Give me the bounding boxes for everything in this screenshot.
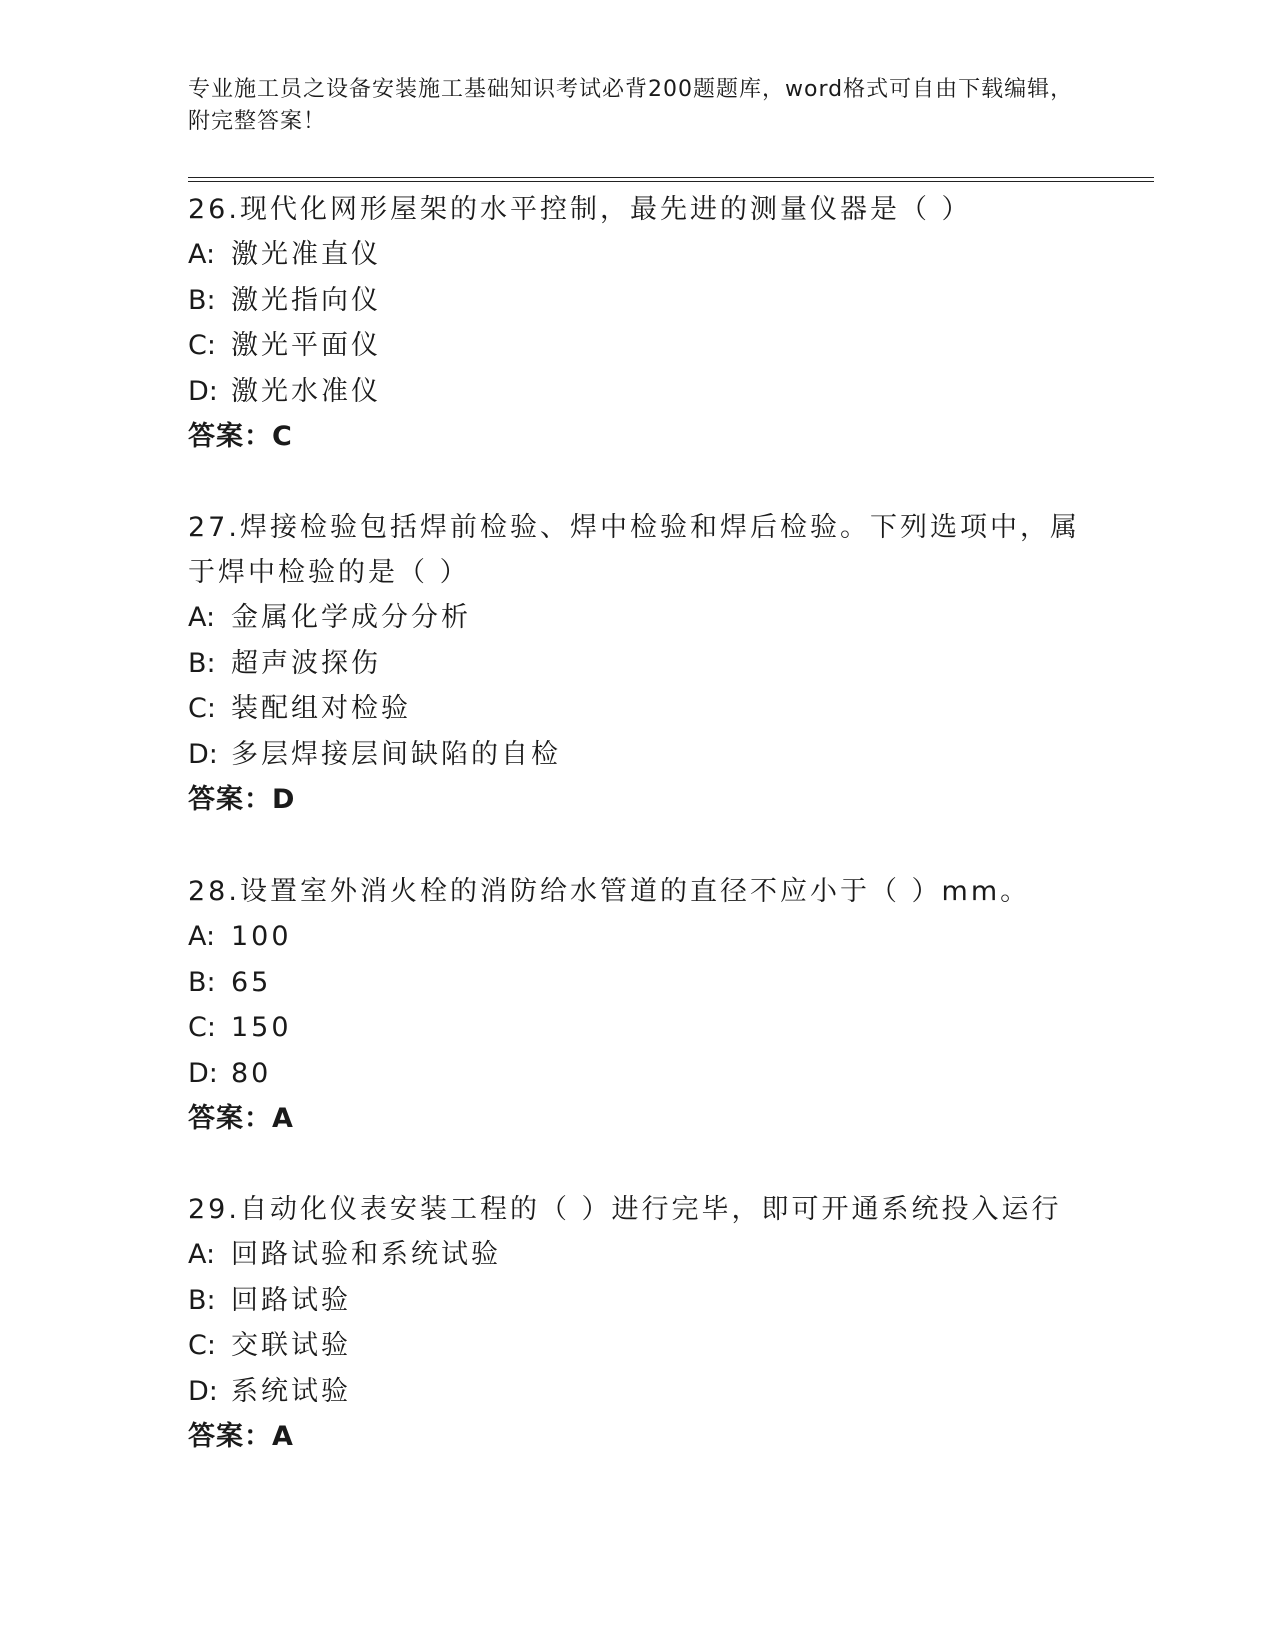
question-28 — [188, 869, 1088, 1142]
option-key: B: — [188, 284, 216, 316]
option-d — [188, 732, 1088, 778]
question-stem: 29.自动化仪表安装工程的（ ）进行完毕，即可开通系统投入运行 — [188, 1194, 1062, 1225]
option-key: A: — [188, 921, 216, 952]
option-c — [188, 323, 1088, 369]
option-d — [188, 369, 1088, 415]
question-stem: 26.现代化网形屋架的水平控制，最先进的测量仪器是（ ） — [188, 194, 972, 225]
option-key: D: — [188, 1057, 218, 1089]
option-text: 交联试验 — [231, 1330, 351, 1361]
option-a — [188, 914, 1088, 960]
option-text: 系统试验 — [231, 1375, 351, 1407]
option-c — [188, 1323, 1088, 1369]
option-text: 80 — [231, 1057, 272, 1089]
answer: 答案：C — [188, 421, 293, 452]
option-text: 回路试验 — [231, 1284, 351, 1316]
header-divider-bottom — [188, 181, 1154, 182]
option-key: D: — [188, 1375, 218, 1407]
option-key: D: — [188, 738, 218, 770]
option-b — [188, 960, 1088, 1006]
option-key: C: — [188, 693, 216, 724]
option-key: B: — [188, 1284, 216, 1316]
document-title: 专业施工员之设备安装施工基础知识考试必背200题题库，word格式可自由下载编辑，附完整答案！ — [188, 77, 1074, 134]
option-d — [188, 1051, 1088, 1097]
answer: 答案：A — [188, 1421, 294, 1452]
question-stem: 27.焊接检验包括焊前检验、焊中检验和焊后检验。下列选项中，属于焊中检验的是（ ） — [188, 512, 1080, 588]
option-key: C: — [188, 330, 216, 361]
question-stem: 28.设置室外消火栓的消防给水管道的直径不应小于（ ）mm。 — [188, 876, 1031, 907]
option-text: 激光平面仪 — [231, 330, 381, 361]
answer: 答案：A — [188, 1103, 294, 1134]
option-text: 回路试验和系统试验 — [231, 1239, 501, 1270]
option-key: B: — [188, 647, 216, 679]
question-29 — [188, 1187, 1088, 1460]
option-text: 金属化学成分分析 — [231, 602, 471, 633]
option-b — [188, 1278, 1088, 1324]
option-text: 激光指向仪 — [231, 284, 381, 316]
option-text: 激光准直仪 — [231, 239, 381, 270]
option-a — [188, 232, 1088, 278]
option-a — [188, 595, 1088, 641]
option-key: C: — [188, 1012, 216, 1043]
option-text: 150 — [231, 1012, 292, 1043]
option-text: 装配组对检验 — [231, 693, 411, 724]
option-text: 超声波探伤 — [231, 647, 381, 679]
option-text: 100 — [231, 921, 292, 952]
option-b — [188, 278, 1088, 324]
option-text: 多层焊接层间缺陷的自检 — [231, 738, 561, 770]
option-key: A: — [188, 239, 216, 270]
option-b — [188, 641, 1088, 687]
header-divider-top — [188, 177, 1154, 178]
question-27 — [188, 505, 1088, 823]
option-key: A: — [188, 1239, 216, 1270]
option-c — [188, 686, 1088, 732]
option-key: D: — [188, 375, 218, 407]
option-d — [188, 1369, 1088, 1415]
option-a — [188, 1232, 1088, 1278]
option-c — [188, 1005, 1088, 1051]
option-key: C: — [188, 1330, 216, 1361]
option-text: 65 — [231, 966, 272, 998]
answer: 答案：D — [188, 784, 296, 815]
question-26 — [188, 187, 1088, 460]
option-key: B: — [188, 966, 216, 998]
option-text: 激光水准仪 — [231, 375, 381, 407]
option-key: A: — [188, 602, 216, 633]
